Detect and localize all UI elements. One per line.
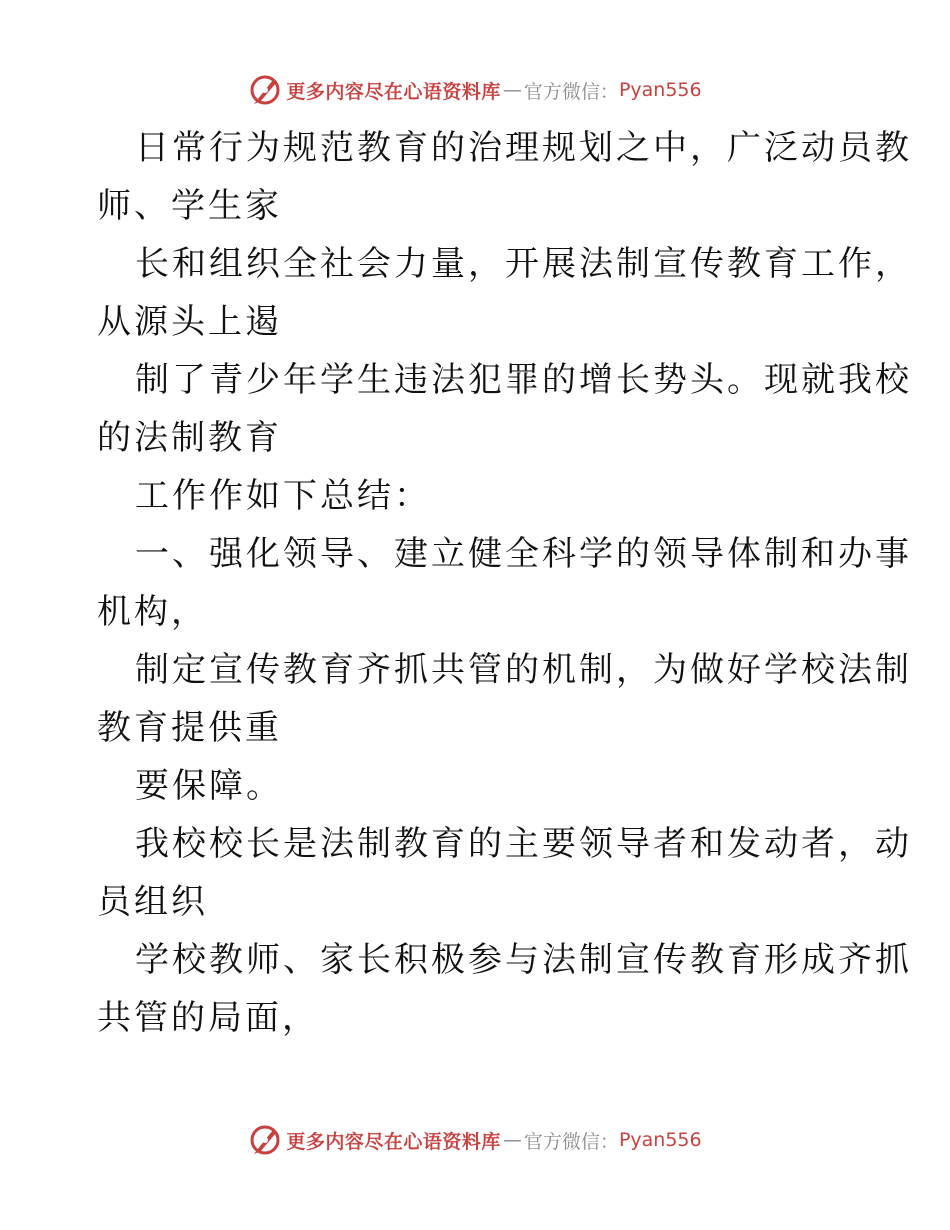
footer-banner xyxy=(0,1120,950,1160)
paragraph-line: 制定宣传教育齐抓共管的机制，为做好学校法制 xyxy=(135,650,912,690)
paragraph-line: 工作作如下总结： xyxy=(135,476,431,516)
paragraph-line: 要保障。 xyxy=(135,766,283,806)
paragraph-line: 机构， xyxy=(97,592,208,632)
footer-wechat-id: Pyan556 xyxy=(618,1129,702,1151)
quill-pen-logo-icon xyxy=(248,73,282,107)
paragraph-line: 我校校长是法制教育的主要领导者和发动者，动 xyxy=(135,824,912,864)
paragraph-line: 的法制教育 xyxy=(97,418,282,458)
paragraph-line: 从源头上遏 xyxy=(97,302,282,342)
footer-brand-text: 更多内容尽在心语资料库 xyxy=(286,1130,501,1153)
paragraph-line: 共管的局面， xyxy=(97,998,319,1038)
header-wechat-id: Pyan556 xyxy=(618,79,702,101)
paragraph-line: 师、学生家 xyxy=(97,186,282,226)
quill-pen-logo-icon xyxy=(248,1123,282,1157)
paragraph-line: 学校教师、家长积极参与法制宣传教育形成齐抓 xyxy=(135,940,912,980)
footer-wechat-label: 官方微信： xyxy=(523,1130,619,1153)
header-wechat-label: 官方微信： xyxy=(523,80,619,103)
paragraph-line: 员组织 xyxy=(97,882,208,922)
header-brand-text: 更多内容尽在心语资料库 xyxy=(286,80,501,103)
paragraph-line: 长和组织全社会力量，开展法制宣传教育工作， xyxy=(135,244,912,284)
paragraph-line: 一、强化领导、建立健全科学的领导体制和办事 xyxy=(135,534,912,574)
paragraph-line: 日常行为规范教育的治理规划之中，广泛动员教 xyxy=(135,128,912,168)
header-banner xyxy=(0,70,950,110)
paragraph-line: 教育提供重 xyxy=(97,708,282,748)
document-body xyxy=(97,119,912,1047)
footer-separator: — xyxy=(502,1129,522,1151)
header-separator: — xyxy=(502,79,522,101)
paragraph-line: 制了青少年学生违法犯罪的增长势头。现就我校 xyxy=(135,360,912,400)
